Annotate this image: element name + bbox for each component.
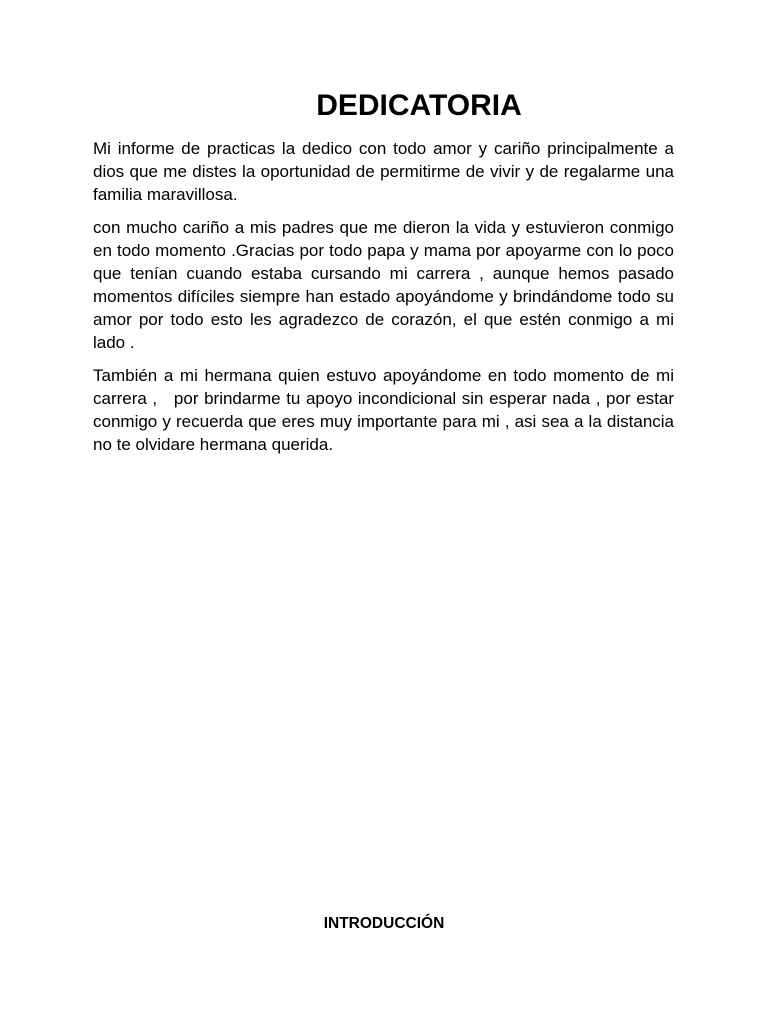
- paragraph-1: Mi informe de practicas la dedico con todo amor y cariño principalmente a dios que me distes la oportunidad de permitirme de vivir y de regalarme una familia maravillosa.: [93, 139, 679, 204]
- page-title: DEDICATORIA: [316, 89, 522, 122]
- section-heading-introduccion: INTRODUCCIÓN: [323, 915, 445, 932]
- paragraph-3: También a mi hermana quien estuvo apoyándome en todo momento de mi carrera , por brindarme tu apoyo incondicional sin esperar nada , por estar conmigo y recuerda que eres muy importante para mi , asi sea a la distancia no te olvidare hermana querida.: [93, 366, 679, 454]
- dedication-body: [93, 137, 679, 466]
- paragraph-2: con mucho cariño a mis padres que me dieron la vida y estuvieron conmigo en todo momento .Gracias por todo papa y mama por apoyarme con lo poco que tenían cuando estaba cursando mi carrera , aunque hemos pasado momentos difíciles siempre han estado apoyándome y brindándome todo su amor por todo esto les agradezco de corazón, el que estén conmigo a mi lado .: [93, 218, 679, 352]
